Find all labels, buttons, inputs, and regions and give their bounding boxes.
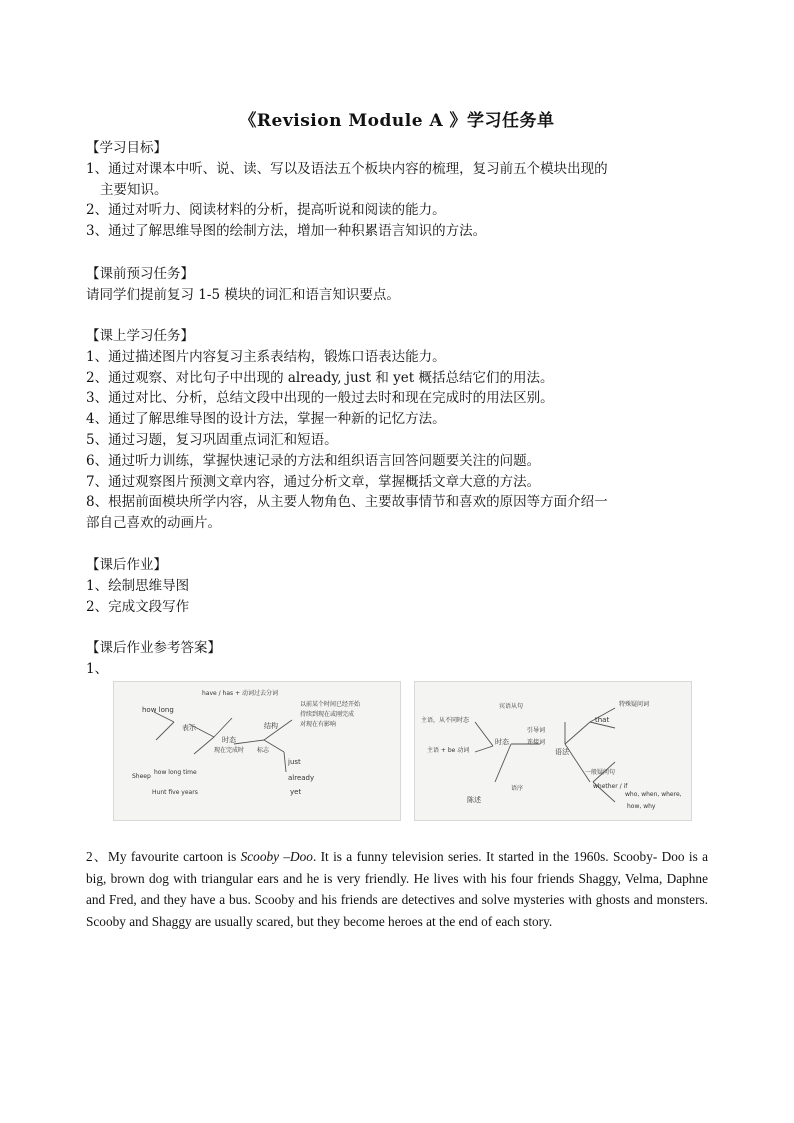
mm-right-node: 一般疑问句: [585, 769, 616, 776]
goal-item: 3、通过了解思维导图的绘制方法，增加一种积累语言知识的方法。: [86, 223, 487, 240]
homework-item: 2、完成文段写作: [86, 598, 190, 615]
mm-left-node: 表示: [182, 724, 196, 732]
mm-right-node: 宾语从句: [499, 703, 524, 710]
mm-left-node: already: [288, 774, 315, 782]
mm-left-node: have / has + 动词过去分词: [202, 690, 279, 697]
mm-right-node: 语序: [511, 785, 524, 792]
inclass-item: 6、通过听力训练，掌握快速记录的方法和组织语言回答问题要关注的问题。: [86, 452, 541, 469]
goals-header: 【学习目标】: [86, 140, 167, 156]
mindmap-photo-left: [113, 681, 401, 821]
answer-item-1-label: 1、: [86, 660, 109, 677]
inclass-item: 3、通过对比、分析，总结文段中出现的一般过去时和现在完成时的用法区别。: [86, 390, 554, 407]
inclass-item: 7、通过观察图片预测文章内容，通过分析文章，掌握概括文章大意的方法。: [86, 473, 541, 490]
goals-section: [86, 138, 708, 242]
inclass-item: 8、根据前面模块所学内容，从主要人物角色、主要故事情节和喜欢的原因等方面介绍一: [86, 494, 608, 511]
mm-right-node: 主语 + be 动词: [427, 747, 470, 754]
mm-right-node: 特殊疑问词: [619, 701, 650, 708]
preview-header: 【课前预习任务】: [86, 266, 194, 282]
mm-right-node: that: [595, 716, 610, 724]
answers-section: [86, 638, 708, 680]
mm-right-node: 陈述: [467, 796, 481, 804]
inclass-header: 【课上学习任务】: [86, 328, 194, 344]
goal-item-continued: 主要知识。: [100, 181, 168, 198]
answer-item-2-essay: [86, 846, 708, 932]
mm-left-node: Hunt five years: [152, 789, 198, 796]
inclass-section: [86, 326, 708, 534]
mm-left-node: how long time: [154, 769, 197, 776]
mm-right-node: who, when, where,: [625, 791, 682, 798]
mm-left-node: how long: [142, 706, 174, 714]
mm-left-node: 标志: [257, 747, 270, 754]
mm-left-node: 以前某个时间已经开始: [300, 701, 361, 708]
goal-item: 2、通过对听力、阅读材料的分析，提高听说和阅读的能力。: [86, 202, 446, 219]
essay-prefix: 2、My favourite cartoon is: [86, 849, 241, 864]
homework-section: [86, 555, 708, 617]
mm-left-node: yet: [290, 788, 302, 796]
mm-left-node: 持续到现在或刚完成: [300, 711, 355, 718]
mm-right-node: how, why: [627, 803, 656, 810]
page-title: 《Revision Module A 》学习任务单: [239, 111, 555, 131]
inclass-item: 4、通过了解思维导图的设计方法，掌握一种新的记忆方法。: [86, 411, 446, 428]
homework-item: 1、绘制思维导图: [86, 577, 190, 594]
inclass-item-continued: 部自己喜欢的动画片。: [86, 515, 221, 532]
mm-left-node: 对现在有影响: [300, 721, 337, 728]
mm-right-node: 语法: [555, 748, 569, 756]
mm-right-node: whether / if: [593, 783, 628, 790]
goal-item: 1、通过对课本中听、说、读、写以及语法五个板块内容的梳理，复习前五个模块出现的: [86, 160, 608, 177]
inclass-item: 2、通过观察、对比句子中出现的 already, just 和 yet 概括总结它们的用法。: [86, 369, 554, 386]
mm-right-node: 时态: [495, 738, 509, 746]
mm-left-center: 时态: [222, 736, 236, 744]
inclass-item: 1、通过描述图片内容复习主系表结构，锻炼口语表达能力。: [86, 348, 446, 365]
preview-section: [86, 264, 708, 306]
essay-body: . It is a funny television series. It started in the 1960s. Scooby- Doo is a big, brown dog with triangular ears and he is very friendly. He lives with his four friends Shaggy, Velma, Daphne and Fred, and they have a bus. Scooby and his friends are detectives and solve mysteries with ghosts and monsters. Scooby and Shaggy are usually scared, but they become heroes at the end of each story.: [86, 849, 709, 929]
mindmap-left-drawing: [114, 682, 400, 820]
mm-right-node: 主语，从不同时态: [421, 717, 470, 724]
mm-left-node: Sheep: [132, 773, 151, 780]
mm-left-node: 结构: [264, 722, 278, 730]
mm-left-center2: 现在完成时: [214, 747, 245, 754]
mm-right-node: 连接词: [527, 739, 546, 746]
mindmap-right-drawing: [415, 682, 691, 820]
answers-header: 【课后作业参考答案】: [86, 640, 221, 656]
homework-header: 【课后作业】: [86, 557, 167, 573]
cartoon-title: Scooby –Doo: [240, 849, 313, 864]
mm-right-node: 引导词: [527, 727, 546, 734]
inclass-item: 5、通过习题，复习巩固重点词汇和短语。: [86, 431, 338, 448]
mindmap-photo-right: [414, 681, 692, 821]
mm-left-node: just: [288, 758, 301, 766]
preview-text: 请同学们提前复习 1-5 模块的词汇和语言知识要点。: [86, 286, 400, 303]
